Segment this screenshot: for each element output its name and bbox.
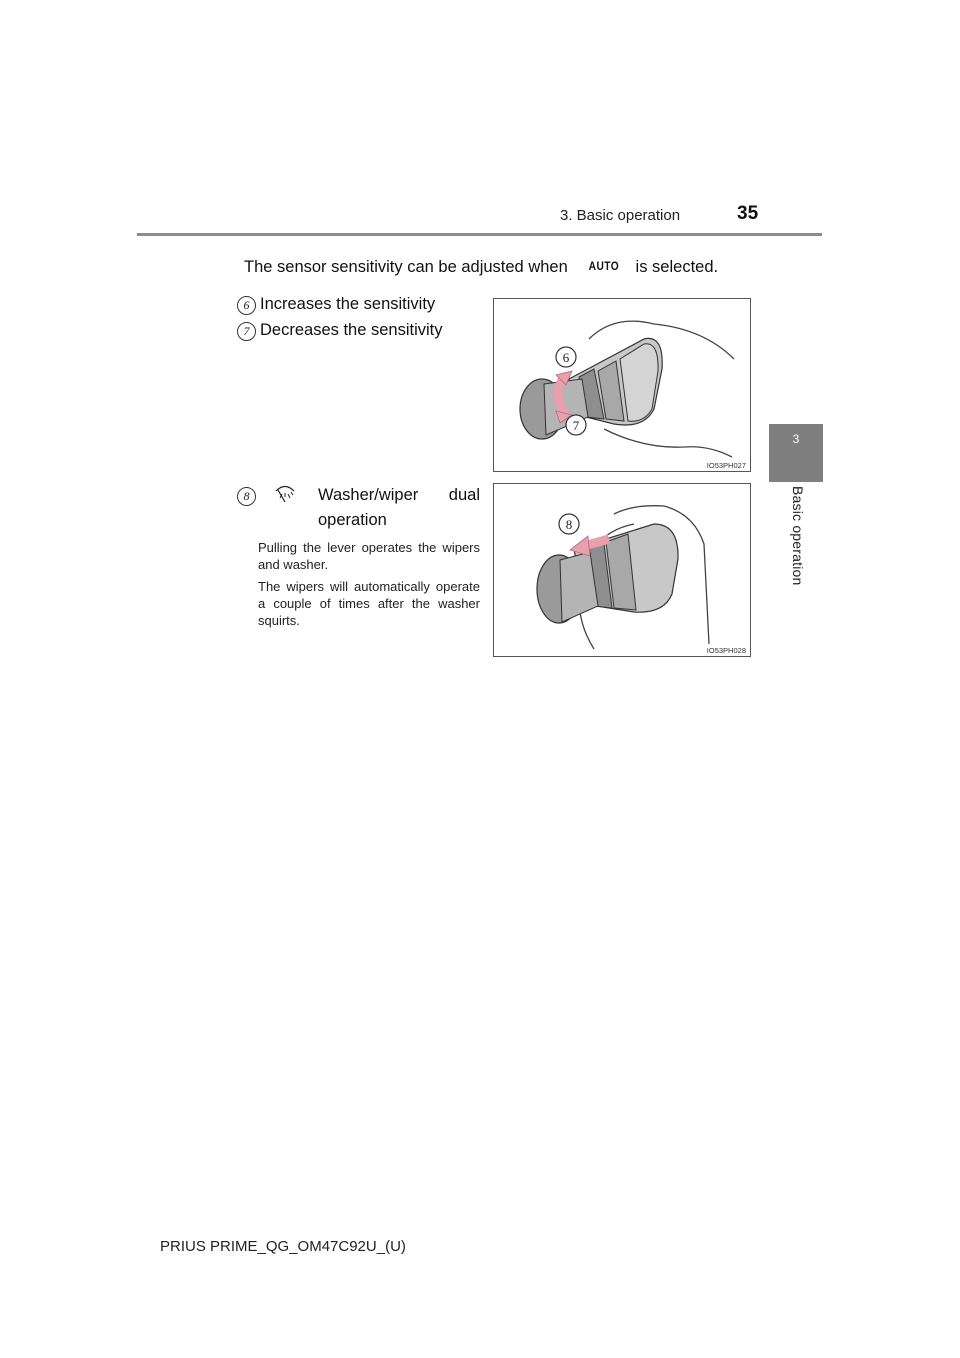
lever-pull-illustration <box>494 484 750 656</box>
document-code: PRIUS PRIME_QG_OM47C92U_(U) <box>160 1238 406 1255</box>
washer-wiper-icon <box>274 483 296 507</box>
header-divider <box>137 233 822 236</box>
intro-sentence <box>244 258 718 277</box>
item-number-7: 7 <box>237 322 256 341</box>
paragraph-wipers-auto: The wipers will automatically operate a couple of times after the washer squirts. <box>258 579 480 628</box>
page-number: 35 <box>737 203 759 224</box>
figure-washer-wiper <box>493 483 751 657</box>
item-number-6: 6 <box>237 296 256 315</box>
auto-mode-badge: AUTO <box>588 259 619 273</box>
figure-callout-8: 8 <box>565 517 573 532</box>
lever-sensitivity-illustration <box>494 299 750 471</box>
chapter-tab-number: 3 <box>792 432 800 446</box>
item-number-8: 8 <box>237 487 256 506</box>
paragraph-pulling-lever: Pulling the lever operates the wipers and washer. <box>258 540 480 572</box>
chapter-tab-label: Basic operation <box>790 486 806 586</box>
figure-code-2: IO53PH028 <box>706 646 746 655</box>
item-text-washer-wiper-label: Washer/wiper dual <box>318 486 480 504</box>
figure-code-1: IO53PH027 <box>706 461 746 470</box>
figure-sensitivity-adjust <box>493 298 751 472</box>
figure-callout-6: 6 <box>562 350 570 365</box>
figure-callout-7: 7 <box>572 418 580 433</box>
intro-text-after: is selected. <box>635 258 719 276</box>
section-title: 3. Basic operation <box>560 207 681 224</box>
item-text-washer-wiper-line1 <box>318 486 480 505</box>
item-text-decrease-sensitivity: Decreases the sensitivity <box>260 321 443 339</box>
item-text-washer-wiper-line2: operation <box>318 511 387 529</box>
intro-text-before: The sensor sensitivity can be adjusted when <box>244 258 568 276</box>
item-text-increase-sensitivity: Increases the sensitivity <box>260 295 436 313</box>
